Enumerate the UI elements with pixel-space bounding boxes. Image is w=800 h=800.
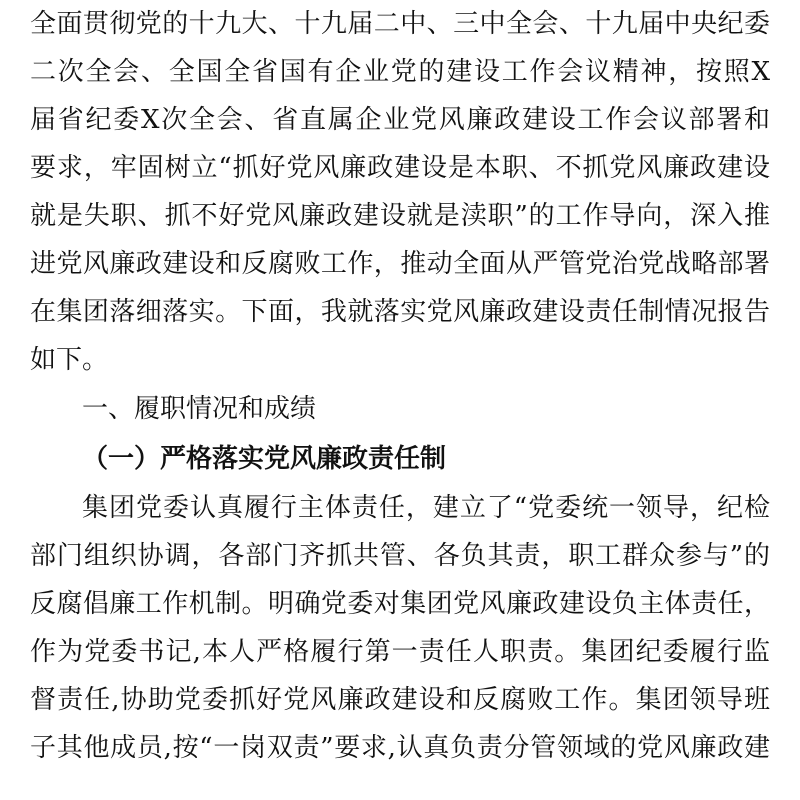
paragraph-line: 集团党委认真履行主体责任，建立了“党委统一领导，纪检 <box>82 493 770 523</box>
paragraph-line: 反腐倡廉工作机制。明确党委对集团党风廉政建设负主体责任， <box>30 589 770 619</box>
paragraph-line: 要求，牢固树立“抓好党风廉政建设是本职、不抓党风廉政建设 <box>30 153 770 183</box>
paragraph-line: 全面贯彻党的十九大、十九届二中、三中全会、十九届中央纪委 <box>30 9 770 39</box>
section-heading: 一、履职情况和成绩 <box>82 394 317 424</box>
paragraph-line: 作为党委书记,本人严格履行第一责任人职责。集团纪委履行监 <box>30 637 770 667</box>
paragraph-line: 子其他成员,按“一岗双责”要求,认真负责分管领域的党风廉政建 <box>30 733 770 763</box>
subsection-heading: （一）严格落实党风廉政责任制 <box>82 444 447 474</box>
paragraph-line: 部门组织协调，各部门齐抓共管、各负其责，职工群众参与”的 <box>30 541 770 571</box>
paragraph-line: 就是失职、抓不好党风廉政建设就是渎职”的工作导向，深入推 <box>30 201 770 231</box>
paragraph-line: 二次全会、全国全省国有企业党的建设工作会议精神，按照X <box>30 57 770 87</box>
paragraph-line: 如下。 <box>30 345 109 375</box>
document-page <box>30 0 770 772</box>
paragraph-line: 在集团落细落实。下面，我就落实党风廉政建设责任制情况报告 <box>30 297 770 327</box>
paragraph-line: 督责任,协助党委抓好党风廉政建设和反腐败工作。集团领导班 <box>30 685 770 715</box>
paragraph-line: 届省纪委X次全会、省直属企业党风廉政建设工作会议部署和 <box>30 105 770 135</box>
paragraph-line: 进党风廉政建设和反腐败工作，推动全面从严管党治党战略部署 <box>30 249 770 279</box>
